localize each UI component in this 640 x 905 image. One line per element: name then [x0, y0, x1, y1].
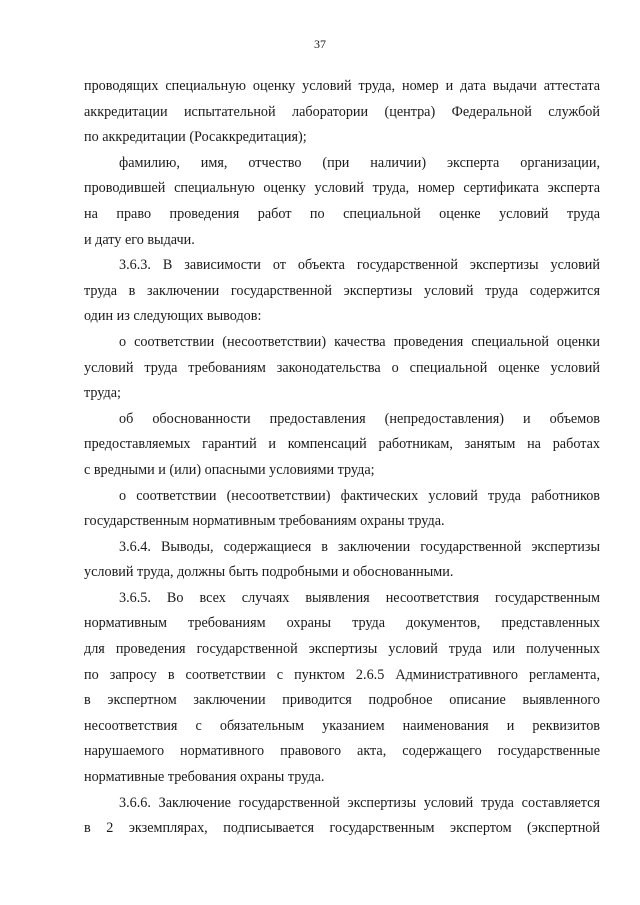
text-line: аккредитации испытательной лаборатории (центра) Федеральной службой [84, 103, 600, 120]
page-number: 37 [314, 37, 326, 51]
text-line: проводящих специальную оценку условий труда, номер и дата выдачи аттестата [84, 78, 600, 94]
text-line: в 2 экземплярах, подписывается государственным экспертом (экспертной [84, 820, 600, 837]
text-line: об обоснованности предоставления (непредоставления) и объемов [119, 410, 600, 427]
text-line: по аккредитации (Росаккредитация); [84, 129, 307, 146]
paragraph-conclusion-quality [84, 330, 600, 407]
text-line: с вредными и (или) опасными условиями труда; [84, 461, 375, 478]
paragraph-item-3-6-4 [84, 535, 600, 586]
paragraph-accreditation-continuation [84, 74, 600, 151]
text-line: и дату его выдачи. [84, 231, 195, 248]
text-line: проводившей специальную оценку условий труда, номер сертификата эксперта [84, 180, 600, 197]
text-line: один из следующих выводов: [84, 308, 262, 325]
text-line: о соответствии (несоответствии) качества проведения специальной оценки [119, 333, 600, 350]
text-line: 3.6.5. Во всех случаях выявления несоответствия государственным [119, 589, 600, 606]
paragraph-conclusion-guarantees [84, 407, 600, 484]
text-line: государственным нормативным требованиям охраны труда. [84, 513, 445, 530]
text-line: нормативным требованиям охраны труда документов, представленных [84, 615, 600, 632]
text-line: для проведения государственной экспертизы условий труда или полученных [84, 641, 600, 658]
paragraph-item-3-6-6 [84, 791, 600, 842]
text-line: предоставляемых гарантий и компенсаций работникам, занятым на работах [84, 436, 600, 453]
document-body [84, 74, 600, 842]
text-line: несоответствия с обязательным указанием наименования и реквизитов [84, 717, 600, 734]
text-line: в экспертном заключении приводится подробное описание выявленного [84, 692, 600, 709]
paragraph-expert-name [84, 151, 600, 253]
text-line: 3.6.6. Заключение государственной экспертизы условий труда составляется [119, 794, 600, 811]
text-line: 3.6.3. В зависимости от объекта государственной экспертизы условий [119, 257, 600, 274]
text-line: труда; [84, 385, 121, 402]
text-line: на право проведения работ по специальной оценке условий труда [84, 205, 600, 222]
paragraph-item-3-6-5 [84, 586, 600, 791]
text-line: по запросу в соответствии с пунктом 2.6.5 Административного регламента, [84, 666, 600, 683]
text-line: нарушаемого нормативного правового акта, содержащего государственные [84, 743, 600, 760]
text-line: условий труда требованиям законодательства о специальной оценке условий [84, 359, 600, 376]
paragraph-item-3-6-3 [84, 253, 600, 330]
text-line: условий труда, должны быть подробными и обоснованными. [84, 564, 454, 581]
text-line: 3.6.4. Выводы, содержащиеся в заключении государственной экспертизы [119, 538, 600, 555]
text-line: фамилию, имя, отчество (при наличии) эксперта организации, [119, 154, 600, 171]
text-line: труда в заключении государственной экспертизы условий труда содержится [84, 282, 600, 299]
paragraph-conclusion-actual-conditions [84, 484, 600, 535]
text-line: о соответствии (несоответствии) фактических условий труда работников [119, 487, 600, 504]
text-line: нормативные требования охраны труда. [84, 769, 325, 786]
